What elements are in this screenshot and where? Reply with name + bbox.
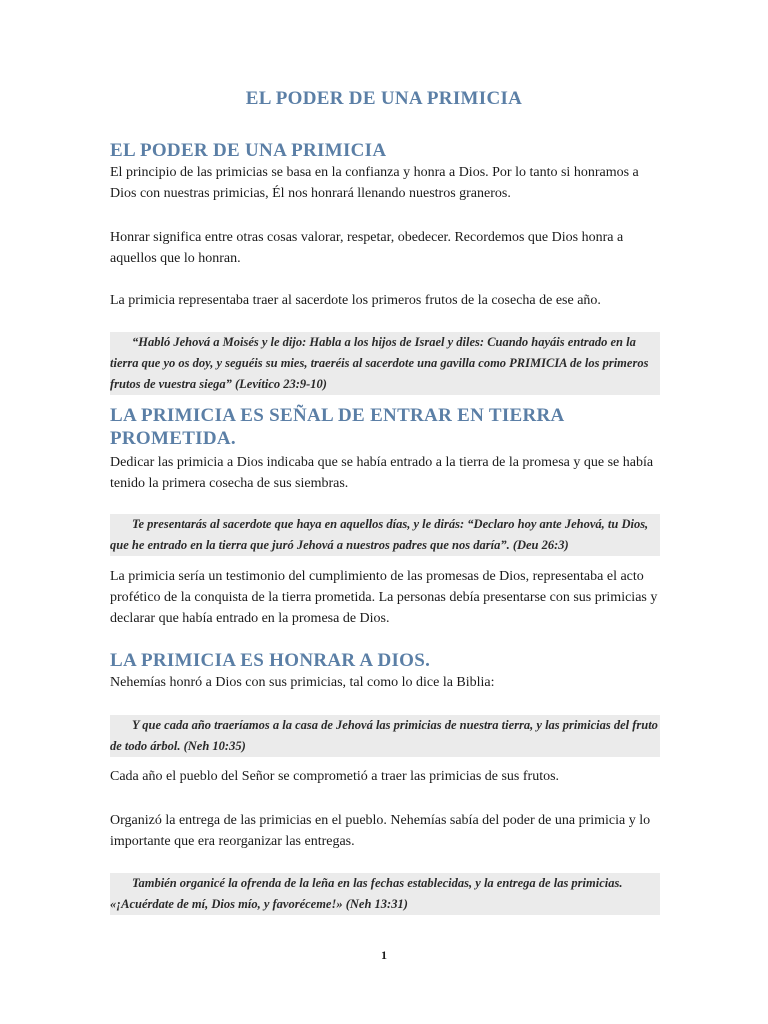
page-number: 1: [381, 948, 387, 962]
paragraph-block: [110, 566, 658, 629]
section-heading: LA PRIMICIA ES SEÑAL DE ENTRAR EN TIERRA PROMETIDA.: [110, 405, 564, 449]
paragraph-block: [110, 290, 658, 311]
section-heading: EL PODER DE UNA PRIMICIA: [110, 140, 387, 161]
quote-block: [110, 332, 658, 395]
quote-block: [110, 715, 658, 757]
scripture-quote: “Habló Jehová a Moisés y le dijo: Habla a los hijos de Israel y diles: Cuando hayáis entrado en la tierra que yo os doy, y seguéis su mies, traeréis al sacerdote una gavilla como PRIMICIA de los primeros frutos de vuestra siega” (Levítico 23:9-10): [110, 332, 660, 395]
body-paragraph: El principio de las primicias se basa en la confianza y honra a Dios. Por lo tanto si honramos a Dios con nuestras primicias, Él nos honrará llenando nuestros graneros.: [110, 165, 639, 201]
body-paragraph: Organizó la entrega de las primicias en el pueblo. Nehemías sabía del poder de una primicia y lo importante que era reorganizar las entregas.: [110, 813, 651, 849]
body-paragraph: Dedicar las primicia a Dios indicaba que se había entrado a la tierra de la promesa y que se había tenido la primera cosecha de sus siembras.: [110, 455, 654, 491]
scripture-quote: Te presentarás al sacerdote que haya en aquellos días, y le dirás: “Declaro hoy ante Jehová, tu Dios, que he entrado en la tierra que juró Jehová a nuestros padres que nos daría”. (Deu 26:3): [110, 514, 660, 556]
section-poder-primicia: [110, 139, 658, 204]
scripture-quote: Y que cada año traeríamos a la casa de Jehová las primicias de nuestra tierra, y las primicias del fruto de todo árbol. (Neh 10:35): [110, 715, 660, 757]
body-paragraph: La primicia sería un testimonio del cumplimiento de las promesas de Dios, representaba el acto profético de la conquista de la tierra prometida. La personas debía presentarse con sus primicias y declarar que había entrado en la promesa de Dios.: [110, 569, 658, 626]
document-title: EL PODER DE UNA PRIMICIA: [245, 88, 523, 109]
body-paragraph: Cada año el pueblo del Señor se comprometió a traer las primicias de sus frutos.: [110, 769, 560, 784]
paragraph-block: [110, 766, 658, 787]
paragraph-block: [110, 810, 658, 852]
section-honrar-dios: [110, 649, 658, 693]
body-paragraph: La primicia representaba traer al sacerdote los primeros frutos de la cosecha de ese año.: [110, 293, 601, 308]
scripture-quote: También organicé la ofrenda de la leña en las fechas establecidas, y la entrega de las primicias. «¡Acuérdate de mí, Dios mío, y favoréceme!» (Neh 13:31): [110, 873, 660, 915]
quote-block: [110, 873, 658, 915]
body-paragraph: Honrar significa entre otras cosas valorar, respetar, obedecer. Recordemos que Dios honra a aquellos que lo honran.: [110, 230, 624, 266]
section-heading: LA PRIMICIA ES HONRAR A DIOS.: [110, 650, 431, 671]
section-tierra-prometida: [110, 404, 658, 494]
body-paragraph: Nehemías honró a Dios con sus primicias, tal como lo dice la Biblia:: [110, 675, 495, 690]
quote-block: [110, 514, 658, 556]
paragraph-block: [110, 227, 658, 269]
